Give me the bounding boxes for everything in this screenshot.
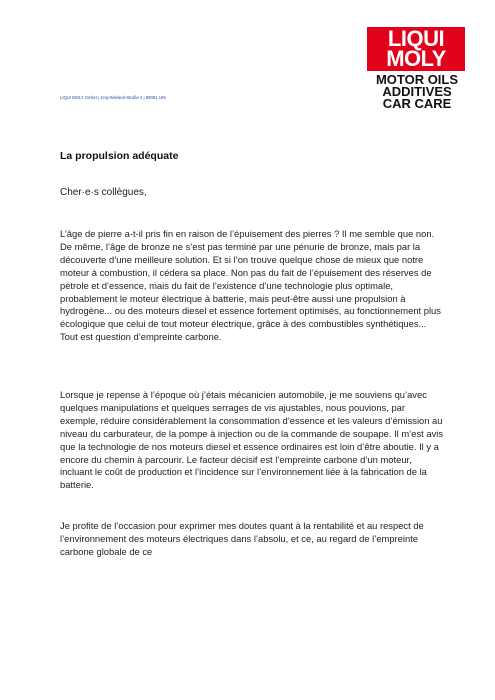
paragraph-1: L’âge de pierre a-t-il pris fin en raison de l’épuisement des pierres ? Il me semble que non. De même, l’âge de bronze ne s’est pas terminé par une pénurie de bronze, mais par la découverte d’une meilleure solution. Et si l’on trouve quelque chose de mieux que notre moteur à combustion, il cédera sa place. Non pas du fait de l’épuisement des réserves de pétrole et d’essence, mais du fait de l’existence d’une technologie plus optimale, probablement le moteur électrique à batterie, mais peut-être aussi une propulsion à hydrogène... ou des moteurs diesel et essence fortement optimisés, au fonctionnement plus écologique que celui de tout moteur électrique, grâce à des combustibles synthétiques... Tout est question d’empreinte carbone. — [60, 228, 441, 343]
letter-salutation: Cher·e·s collègues, — [60, 187, 147, 198]
letter-title: La propulsion adéquate — [60, 150, 179, 162]
logo-red-box — [367, 27, 465, 71]
logo-tagline-2: ADDITIVES — [382, 84, 452, 99]
paragraph-2: Lorsque je repense à l’époque où j’étais mécanicien automobile, je me souviens qu’avec quelques manipulations et quelques serrages de vis ajustables, nous pouvions, par exemple, réduire considérablement la consommation d’essence et les valeurs d’émission au niveau du carburateur, de la pompe à injection ou de la commande de soupape. Il m’est avis que la technologie de nos moteurs diesel et essence ordinaires est loin d’être aboutie. Il y a encore du chemin à parcourir. Le facteur décisif est l’empreinte carbone d’un moteur, incluant le coût de production et l’incidence sur l’environnement liée à la fabrication de la batterie. — [60, 389, 444, 491]
logo-text-line2: MOLY — [386, 46, 446, 71]
logo-text-line1: LIQUI — [387, 26, 445, 51]
logo-tagline-1: MOTOR OILS — [375, 72, 459, 87]
paragraph-3: Je profite de l’occasion pour exprimer mes doutes quant à la rentabilité et au respect de l’environnement des moteurs électriques dans l’absolu, et ce, au regard de l’empreinte carbone globale de ce — [60, 520, 424, 557]
logo-tagline-3: CAR CARE — [382, 96, 452, 111]
sender-address: LIQUI MOLY GmbH | Jerg-Wieland-Straße 4 | 89081 Ulm — [60, 95, 167, 100]
